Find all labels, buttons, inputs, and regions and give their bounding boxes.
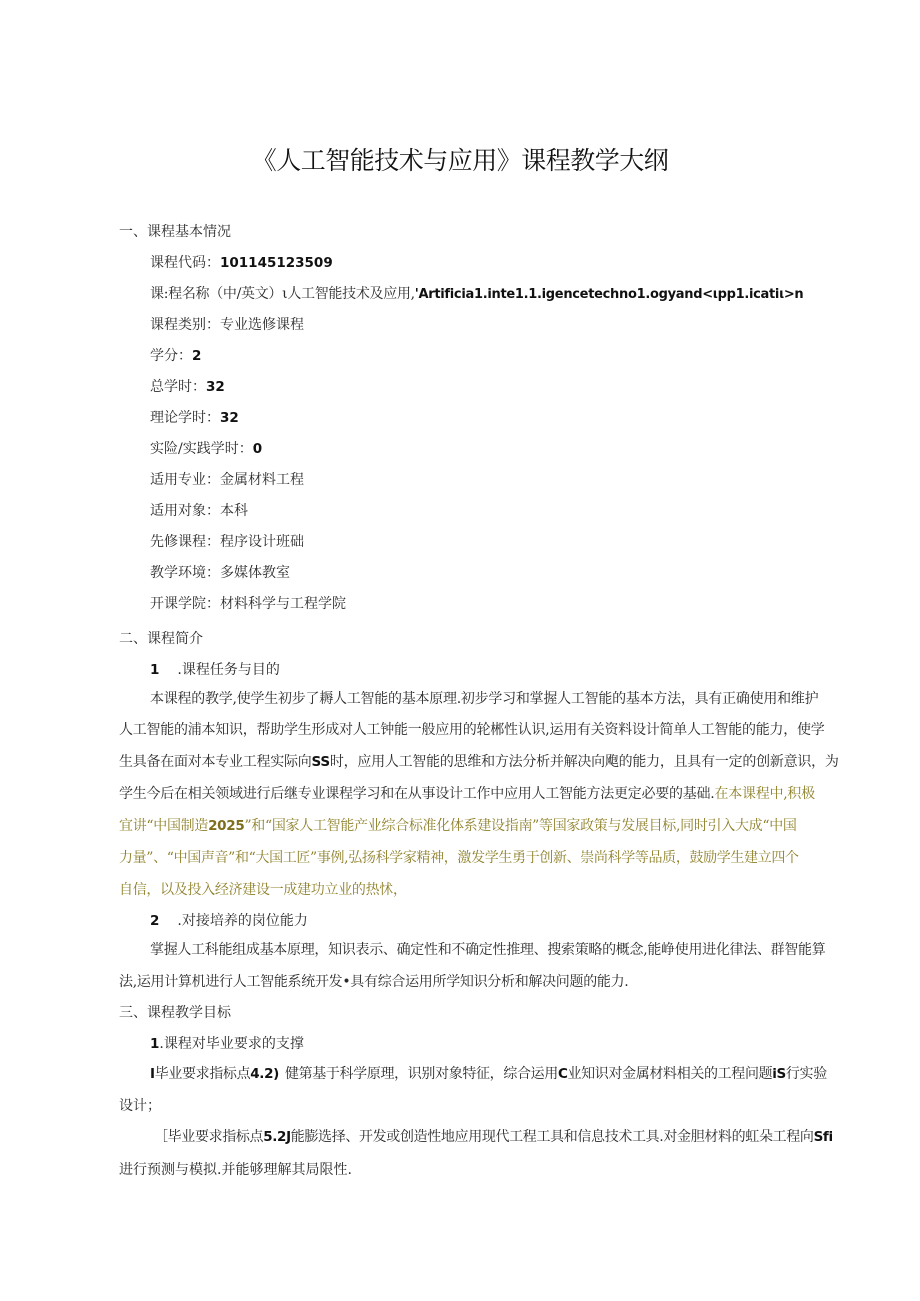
section-heading-goals: 三、课程教学目标: [119, 1005, 231, 1021]
indicator-fragment: 行实验: [785, 1066, 827, 1082]
credit-value: 2: [192, 348, 202, 364]
course-code-value: 101145123509: [220, 255, 333, 271]
indicator-line: 进行预测与模拟.并能够理解其局限性.: [119, 1162, 352, 1178]
subheading-number: 1: [150, 1036, 160, 1052]
lab-hours: [150, 439, 262, 459]
course-type: 课程类别：专业选修课程: [150, 317, 304, 333]
subheading-task-purpose: [150, 660, 280, 680]
course-name-cn: ι人工智能技术及应用,: [282, 286, 415, 302]
lab-hours-label: 实险/实践学时：: [150, 441, 253, 457]
course-credit: [150, 346, 201, 366]
paragraph-fragment: 宜讲“中国制造: [119, 818, 209, 834]
total-hours: [150, 377, 225, 397]
subheading-text: .对接培养的岗位能力: [177, 913, 308, 929]
section-heading-intro: 二、课程简介: [119, 631, 203, 647]
theory-hours: [150, 408, 239, 428]
indicator-fragment: iS: [772, 1066, 786, 1082]
indicator-fragment: I: [150, 1066, 155, 1082]
highlighted-line: 力量”、“中国声音”和“大国工匠”事例,弘扬科学家精神，激发学生勇于创新、崇尚科学等品质，鼓励学生建立四个: [119, 850, 799, 866]
prerequisite-course: 先修课程：程序设计班础: [150, 534, 304, 550]
paragraph-line: 掌握人工科能组成基本原理，知识表示、确定性和不确定性推理、搜索策略的概念,能峥使用进化律法、群智能算: [150, 942, 826, 958]
subheading-text: .课程任务与目的: [177, 662, 280, 678]
highlighted-line: 自信，以及投入经济建设一成建功立业的热怵，: [119, 882, 407, 898]
lab-hours-value: 0: [252, 441, 263, 457]
applicable-major: 适用专业：金属材料工程: [150, 472, 304, 488]
paragraph-fragment: 时，应用人工智能的思维和方法分析并解决向飑的能力，且具有一定的创新意识，为: [329, 754, 839, 770]
section-heading-basic: 一、课程基本情况: [119, 224, 231, 240]
course-name-en: 'Artificia1.inte1.1.igencetechno1.ogyand<ιpp1.icatiι>n: [414, 287, 804, 302]
subheading-text: .课程对毕业要求的支撑: [159, 1036, 304, 1052]
indicator-fragment: 毕业要求指标点: [154, 1066, 251, 1082]
indicator-fragment: Sfi: [813, 1129, 833, 1145]
course-code: [150, 253, 333, 273]
paragraph-fragment: 学生今后在相关领域进行后继专业课程学习和在从事设计工作中应用人工智能方法更定必要的基础.: [119, 786, 715, 802]
course-name-label: 课:程名称（中/英文）: [150, 286, 283, 302]
indicator-fragment: 4.2): [250, 1066, 279, 1082]
paragraph-line: 本课程的教学,使学生初步了耨人工智能的基本原理.初步学习和掌握人工智能的基本方法，具有正确使用和维护: [150, 691, 819, 707]
indicator-fragment: ［毕业要求指标点: [154, 1129, 264, 1145]
credit-label: 学分：: [150, 348, 192, 364]
paragraph-fragment: ”和“国家人工智能产业综合标准化体系建设指南”等国家政策与发展目标,同时引入大成“中国: [244, 818, 797, 834]
subheading-number: 1: [150, 662, 160, 678]
offering-college: 开课学院：材料科学与工程学院: [150, 596, 346, 612]
subheading-post-capability: [150, 911, 308, 931]
total-hours-value: 32: [206, 379, 225, 395]
indicator-fragment: 业知识对金属材料相关的工程问题: [567, 1066, 773, 1082]
page-title: 《人工智能技术与应用》课程教学大纲: [251, 146, 669, 175]
indicator-line: [150, 1064, 827, 1084]
paragraph-line: [119, 752, 837, 772]
paragraph-line: 法,运用计算机进行人工智能系统开发•具有综合运用所学知识分析和解决问题的能力.: [119, 974, 629, 990]
indicator-line: [154, 1127, 833, 1147]
total-hours-label: 总学时：: [150, 379, 206, 395]
theory-hours-label: 理论学时：: [150, 410, 220, 426]
paragraph-line: [119, 784, 837, 804]
subheading-number: 2: [150, 913, 160, 929]
indicator-fragment: 5.2J: [263, 1129, 291, 1145]
highlighted-line: [119, 816, 837, 836]
indicator-line: 设计；: [119, 1098, 161, 1114]
indicator-fragment: 能膨选择、开发或创造性地应用现代工程工具和信息技术工具.对金胆材料的虹朵工程向: [290, 1129, 814, 1145]
target-audience: 适用对象：本科: [150, 503, 248, 519]
paragraph-line: 人工智能的浦本知识，帮助学生形成对人工钟能一般应用的轮郴性认识,运用有关资料设计简单人工智能的能力，使学: [119, 722, 825, 738]
paragraph-fragment: 生具备在面对本专业工程实际向: [119, 754, 312, 770]
indicator-fragment: C: [557, 1066, 568, 1082]
subheading-graduation-support: [150, 1034, 304, 1054]
paragraph-fragment: 2025: [208, 818, 245, 834]
indicator-fragment: 健第基于科学原理，识别对象特征，综合运用: [284, 1066, 558, 1082]
paragraph-fragment: SS: [311, 754, 330, 770]
course-code-label: 课程代码：: [150, 255, 220, 271]
highlighted-fragment: 在本课程中,积极: [714, 786, 815, 802]
theory-hours-value: 32: [220, 410, 239, 426]
course-name: [150, 284, 803, 305]
teaching-environment: 教学环境：多媒体教室: [150, 565, 290, 581]
